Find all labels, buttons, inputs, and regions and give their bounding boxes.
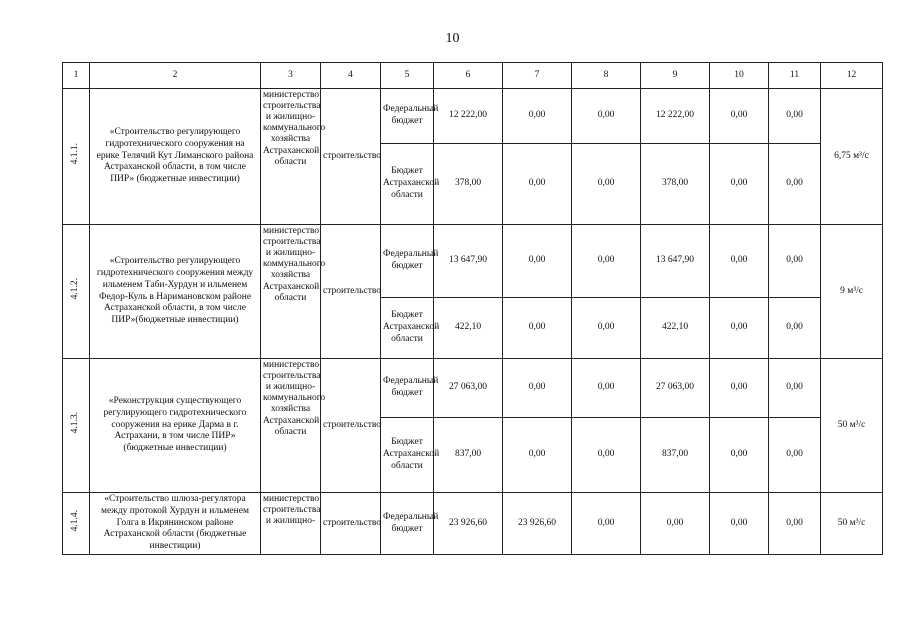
table-row: [63, 493, 883, 555]
value-cell: 0,00: [769, 225, 821, 298]
value-cell: 0,00: [769, 493, 821, 555]
value-cell: 837,00: [641, 418, 710, 493]
work-type: строительство: [321, 225, 381, 359]
value-cell: 0,00: [641, 493, 710, 555]
fund-source: Бюджет Астраханской области: [381, 298, 434, 359]
value-cell: 422,10: [434, 298, 503, 359]
header-cell: 2: [90, 63, 261, 89]
ministry-text: министерство строительства и жилищно-коммунального хозяйства Астраханской области: [263, 89, 326, 167]
value-cell: 0,00: [503, 144, 572, 225]
value-cell: 12 222,00: [641, 89, 710, 144]
work-type: строительство: [321, 89, 381, 225]
value-cell: 0,00: [710, 359, 769, 418]
ministry-cell: [261, 89, 326, 225]
value-cell: 0,00: [710, 418, 769, 493]
fund-source: Бюджет Астраханской области: [381, 418, 434, 493]
table-row: [63, 359, 883, 418]
row-number-cell: [63, 493, 90, 555]
value-cell: 0,00: [769, 298, 821, 359]
value-cell: 23 926,60: [503, 493, 572, 555]
header-cell: 9: [641, 63, 710, 89]
fund-source: Федеральный бюджет: [381, 89, 434, 144]
fund-source: Федеральный бюджет: [381, 225, 434, 298]
capacity-cell: 9 м³/с: [821, 225, 883, 359]
value-cell: 13 647,90: [641, 225, 710, 298]
header-cell: 10: [710, 63, 769, 89]
value-cell: 0,00: [572, 298, 641, 359]
row-number: 4.1.2.: [70, 278, 81, 300]
value-cell: 0,00: [572, 493, 641, 555]
work-type: строительство: [321, 493, 381, 555]
value-cell: 0,00: [572, 359, 641, 418]
header-cell: 7: [503, 63, 572, 89]
value-cell: 837,00: [434, 418, 503, 493]
value-cell: 0,00: [710, 89, 769, 144]
capacity-cell: 50 м³/с: [821, 359, 883, 493]
header-cell: 11: [769, 63, 821, 89]
value-cell: 0,00: [769, 359, 821, 418]
header-cell: 8: [572, 63, 641, 89]
value-cell: 0,00: [503, 225, 572, 298]
table-row: [63, 225, 883, 298]
value-cell: 0,00: [503, 89, 572, 144]
project-name: «Реконструкция существующего регулирующего гидротехнического сооружения на ерике Дарма в г. Астрахани, в том числе ПИР» (бюджетные инвестиции): [90, 359, 261, 493]
value-cell: 0,00: [572, 144, 641, 225]
row-number-cell: [63, 225, 90, 359]
value-cell: 27 063,00: [641, 359, 710, 418]
value-cell: 378,00: [641, 144, 710, 225]
value-cell: 0,00: [710, 144, 769, 225]
fund-source: Федеральный бюджет: [381, 359, 434, 418]
value-cell: 0,00: [503, 418, 572, 493]
fund-source: Бюджет Астраханской области: [381, 144, 434, 225]
header-cell: 3: [261, 63, 321, 89]
header-cell: 6: [434, 63, 503, 89]
value-cell: 0,00: [572, 225, 641, 298]
ministry-text: министерство строительства и жилищно-коммунального хозяйства Астраханской области: [263, 359, 326, 437]
ministry-cell: [261, 359, 326, 493]
work-type: строительство: [321, 359, 381, 493]
row-number: 4.1.3.: [70, 412, 81, 434]
fund-source: Федеральный бюджет: [381, 493, 434, 555]
header-row: [63, 63, 883, 89]
value-cell: 13 647,90: [434, 225, 503, 298]
value-cell: 0,00: [572, 418, 641, 493]
value-cell: 0,00: [503, 298, 572, 359]
table-row: [63, 89, 883, 144]
value-cell: 27 063,00: [434, 359, 503, 418]
ministry-text: министерство строительства и жилищно-коммунального хозяйства Астраханской области: [263, 225, 326, 303]
value-cell: 0,00: [769, 89, 821, 144]
value-cell: 378,00: [434, 144, 503, 225]
project-name: «Строительство шлюза-регулятора между протокой Хурдун и ильменем Голга в Икрянинском районе Астраханской области (бюджетные инвестиции): [90, 493, 261, 555]
value-cell: 0,00: [710, 298, 769, 359]
value-cell: 422,10: [641, 298, 710, 359]
value-cell: 0,00: [572, 89, 641, 144]
row-number: 4.1.1.: [70, 143, 81, 165]
project-name: «Строительство регулирующего гидротехнического сооружения между ильменем Таби-Хурдун и ильменем Федор-Куль в Наримановском районе Астраханской области, в том числе ПИР»(бюджетные инвестиции): [90, 225, 261, 359]
header-cell: 5: [381, 63, 434, 89]
row-number: 4.1.4.: [70, 510, 81, 532]
budget-table: [62, 62, 883, 555]
value-cell: 12 222,00: [434, 89, 503, 144]
ministry-cell: [261, 225, 326, 359]
row-number-cell: [63, 89, 90, 225]
capacity-cell: 6,75 м³/с: [821, 89, 883, 225]
capacity-cell: 50 м³/с: [821, 493, 883, 555]
row-number-cell: [63, 359, 90, 493]
ministry-text: министерство строительства и жилищно-: [263, 494, 321, 527]
ministry-cell: [261, 493, 321, 555]
header-cell: 1: [63, 63, 90, 89]
header-cell: 12: [821, 63, 883, 89]
header-cell: 4: [321, 63, 381, 89]
value-cell: 0,00: [710, 225, 769, 298]
project-name: «Строительство регулирующего гидротехнического сооружения на ерике Телячий Кут Лиманского района Астраханской области, в том числе ПИР» (бюджетные инвестиции): [90, 89, 261, 225]
value-cell: 0,00: [710, 493, 769, 555]
page-number: 10: [445, 31, 460, 46]
value-cell: 0,00: [769, 418, 821, 493]
value-cell: 23 926,60: [434, 493, 503, 555]
value-cell: 0,00: [769, 144, 821, 225]
value-cell: 0,00: [503, 359, 572, 418]
